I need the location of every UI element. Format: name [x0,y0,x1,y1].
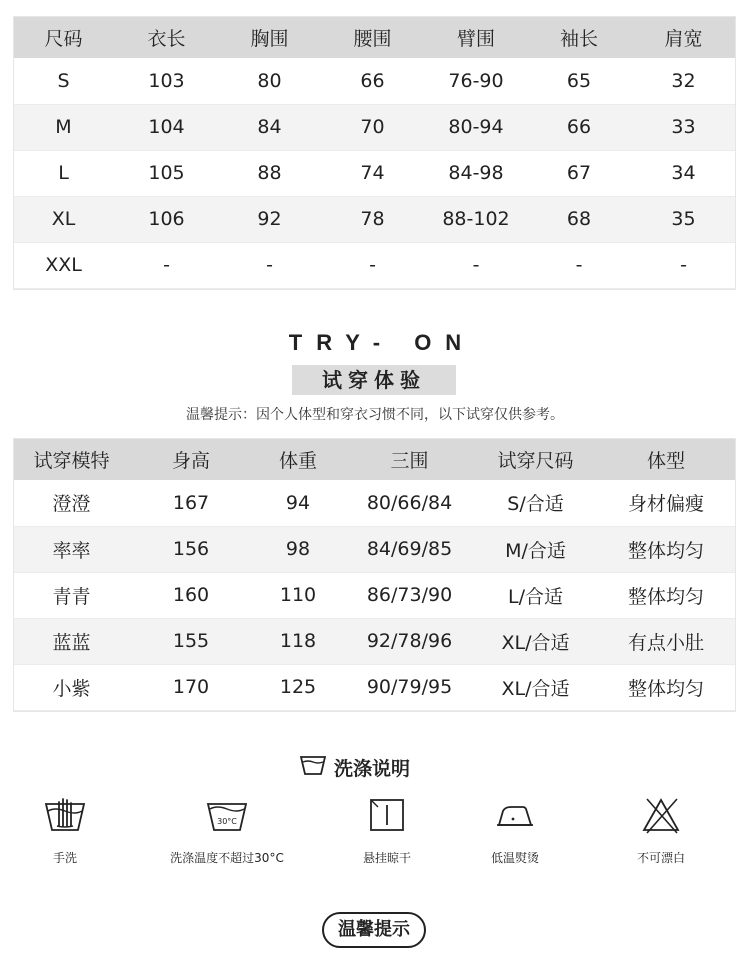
table-cell: 小紫 [13,664,130,710]
table-row [13,150,736,196]
table-cell: 167 [130,480,252,526]
tryon-title: TRY- ON [288,330,476,355]
wash-item-no-bleach [586,795,736,866]
wash-title-text: 洗涤说明 [334,757,411,780]
table-cell: 110 [252,572,344,618]
table-row [13,526,736,572]
table-cell: 32 [631,58,736,104]
header-cell: 尺码 [13,16,114,58]
wash-30-text: 30°C [217,817,237,826]
wash-label: 洗涤温度不超过30°C [170,851,284,865]
table-cell: 78 [320,196,425,242]
header-cell: 肩宽 [631,16,736,58]
table-cell: - [219,242,320,288]
table-cell: S [13,58,114,104]
no-bleach-icon [586,795,736,835]
table-cell: 青青 [13,572,130,618]
table-row [13,480,736,526]
table-cell: 70 [320,104,425,150]
table-cell: 105 [114,150,219,196]
table-cell: - [425,242,527,288]
table-cell: 84 [219,104,320,150]
table-cell: - [527,242,631,288]
header-cell: 臂围 [425,16,527,58]
table-cell: - [631,242,736,288]
size-table [13,16,736,289]
table-cell: 澄澄 [13,480,130,526]
hand-wash-icon [0,795,140,835]
table-row [13,104,736,150]
table-cell: 88-102 [425,196,527,242]
wash-item-iron [440,795,590,866]
table-cell: XL/合适 [475,618,596,664]
table-cell: 170 [130,664,252,710]
header-cell: 袖长 [527,16,631,58]
table-cell: 90/79/95 [344,664,475,710]
wash-item-temperature [152,795,302,866]
table-cell: 80-94 [425,104,527,150]
table-cell: 有点小肚 [596,618,736,664]
table-cell: L [13,150,114,196]
table-cell: 84-98 [425,150,527,196]
header-cell: 衣长 [114,16,219,58]
table-cell: 80 [219,58,320,104]
header-cell: 体型 [596,438,736,480]
table-cell: 蓝蓝 [13,618,130,664]
header-cell: 身高 [130,438,252,480]
table-cell: 33 [631,104,736,150]
table-cell: - [320,242,425,288]
table-cell: 118 [252,618,344,664]
table-cell: XL [13,196,114,242]
table-cell: XXL [13,242,114,288]
tryon-table [13,438,736,711]
wash-label: 不可漂白 [636,851,685,865]
table-cell: 34 [631,150,736,196]
table-cell: 68 [527,196,631,242]
table-cell: 156 [130,526,252,572]
table-cell: 76-90 [425,58,527,104]
table-row [13,196,736,242]
warm-tip-badge: 温馨提示 [322,912,426,948]
tryon-subtitle: 试穿体验 [292,365,456,395]
table-cell: 65 [527,58,631,104]
header-cell: 腰围 [320,16,425,58]
wash-label: 悬挂晾干 [362,851,411,865]
table-cell: 103 [114,58,219,104]
table-cell: 67 [527,150,631,196]
table-row [13,618,736,664]
table-cell: 155 [130,618,252,664]
table-cell: 整体均匀 [596,526,736,572]
tryon-note: 温馨提示：因个人体型和穿衣习惯不同，以下试穿仅供参考。 [186,407,564,423]
table-cell: - [114,242,219,288]
table-row [13,572,736,618]
table-cell: 125 [252,664,344,710]
table-cell: XL/合适 [475,664,596,710]
tub-icon [300,754,326,781]
size-table-header [13,16,736,58]
table-cell: 88 [219,150,320,196]
table-cell: M/合适 [475,526,596,572]
table-cell: 98 [252,526,344,572]
wash-30-icon [152,795,302,835]
header-cell: 体重 [252,438,344,480]
table-cell: 106 [114,196,219,242]
header-cell: 胸围 [219,16,320,58]
table-cell: 94 [252,480,344,526]
table-cell: L/合适 [475,572,596,618]
wash-label: 低温熨烫 [490,851,539,865]
table-cell: S/合适 [475,480,596,526]
table-cell: 86/73/90 [344,572,475,618]
table-cell: 整体均匀 [596,664,736,710]
table-cell: 率率 [13,526,130,572]
header-cell: 试穿模特 [13,438,130,480]
table-cell: 160 [130,572,252,618]
table-cell: 66 [320,58,425,104]
table-cell: 80/66/84 [344,480,475,526]
wash-label: 手洗 [52,851,77,865]
tryon-table-header [13,438,736,480]
table-row [13,242,736,288]
table-cell: 66 [527,104,631,150]
table-cell: 74 [320,150,425,196]
table-row [13,664,736,710]
table-cell: M [13,104,114,150]
table-cell: 92 [219,196,320,242]
table-cell: 104 [114,104,219,150]
table-cell: 身材偏瘦 [596,480,736,526]
table-row [13,58,736,104]
wash-item-hand-wash [0,795,140,866]
table-cell: 84/69/85 [344,526,475,572]
wash-title [300,752,410,782]
table-cell: 35 [631,196,736,242]
header-cell: 试穿尺码 [475,438,596,480]
header-cell: 三围 [344,438,475,480]
iron-low-icon [440,795,590,835]
table-cell: 整体均匀 [596,572,736,618]
table-cell: 92/78/96 [344,618,475,664]
